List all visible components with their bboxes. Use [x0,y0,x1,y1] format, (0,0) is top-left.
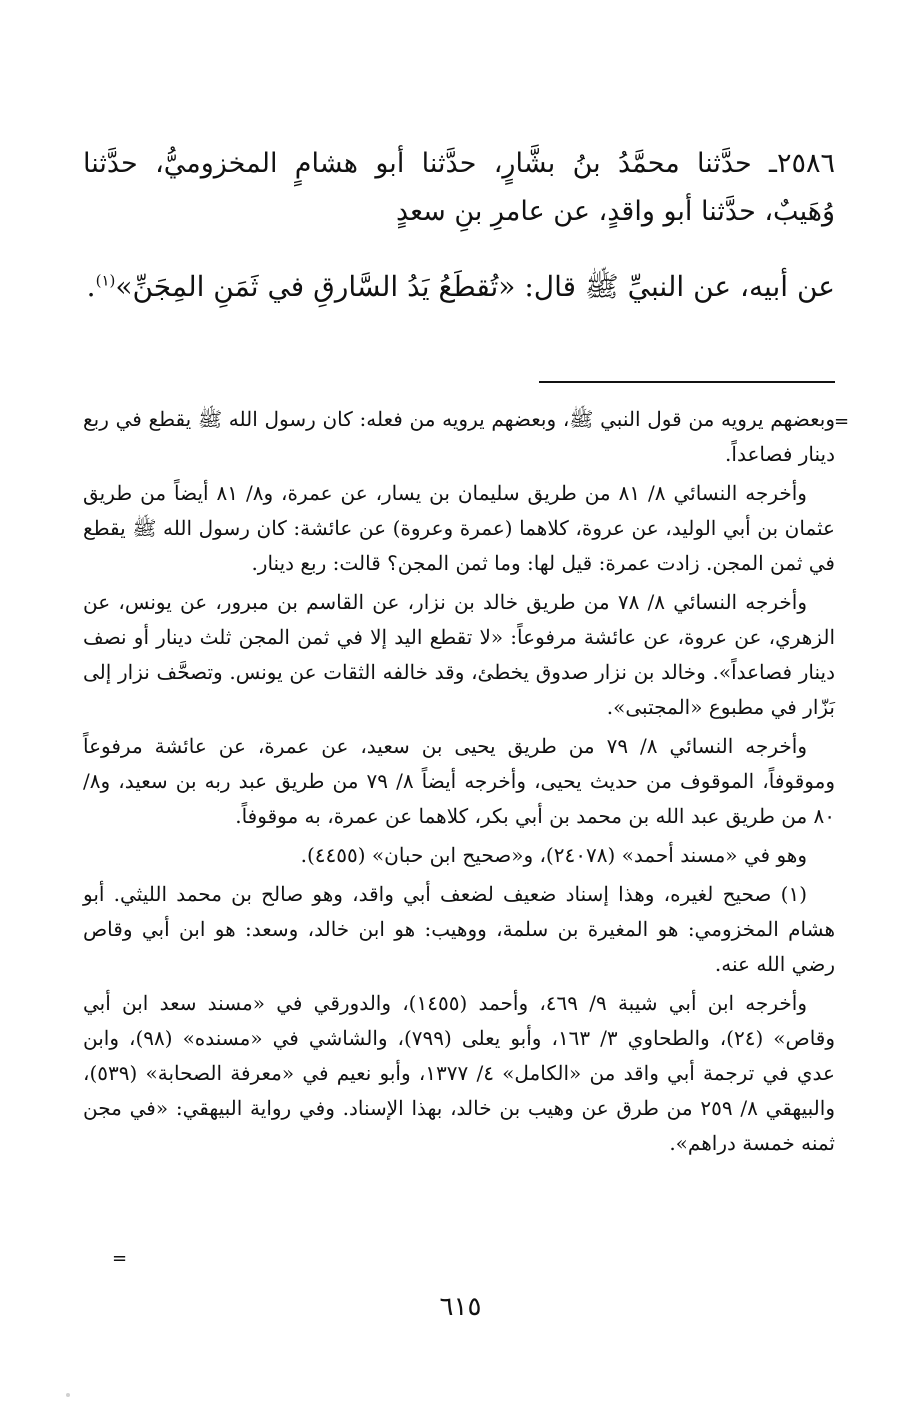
footnotes-section [83,402,835,1165]
footnote-paragraph: وبعضهم يرويه من قول النبي ﷺ، وبعضهم يرويه من فعله: كان رسول الله ﷺ يقطع في ربع دينار فصاعداً. [83,407,835,466]
footnote-reference[interactable]: (١) [95,271,116,290]
footnote-separator-line [539,381,835,383]
footnote-paragraph: وأخرجه النسائي ٨/ ٨١ من طريق سليمان بن يسار، عن عمرة، و٨/ ٨١ أيضاً من طريق عثمان بن أبي الوليد، عن عروة، كلاهما (عمرة وعروة) عن عائشة: كان رسول الله ﷺ يقطع في ثمن المجن. زادت عمرة: قيل لها: وما ثمن المجن؟ قالت: ربع دينار. [83,481,835,575]
hadith-matn [83,262,835,312]
continuation-mark-bottom: = [112,1248,128,1269]
hadith-matn-text: عن أبيه، عن النبيِّ ﷺ قال: «تُقطَعُ يَدُ السَّارقِ في ثَمَنِ المِجَنِّ» [115,270,835,303]
footnote-paragraph: وهو في «مسند أحمد» (٢٤٠٧٨)، و«صحيح ابن حبان» (٤٤٥٥). [300,843,807,867]
hadith-matn-end: . [86,270,96,303]
page-number: ٦١٥ [439,1292,482,1322]
footnote-paragraph: وأخرجه النسائي ٨/ ٧٨ من طريق خالد بن نزار، عن القاسم بن مبرور، عن يونس، عن الزهري، عن عروة، عن عائشة مرفوعاً: «لا تقطع اليد إلا في ثمن المجن ثلث دينار أو نصف دينار فصاعداً». وخالد بن نزار صدوق يخطئ، وقد خالفه الثقات عن يونس. وتصحَّف نزار إلى بَزّار في مطبوع «المجتبى». [83,590,835,719]
continuation-mark-top: = [834,411,850,432]
scan-speck [66,1393,70,1397]
footnote-1: (١) صحيح لغيره، وهذا إسناد ضعيف لضعف أبي واقد، وهو صالح بن محمد الليثي. أبو هشام المخزومي: هو المغيرة بن سلمة، ووهيب: هو ابن خالد، وسعد: هو ابن أبي وقاص رضي الله عنه. [83,882,835,976]
hadith-isnad [83,140,835,236]
footnote-paragraph: وأخرجه ابن أبي شيبة ٩/ ٤٦٩، وأحمد (١٤٥٥)، والدورقي في «مسند سعد ابن أبي وقاص» (٢٤)، والطحاوي ٣/ ١٦٣، وأبو يعلى (٧٩٩)، والشاشي في «مسنده» (٩٨)، وابن عدي في ترجمة أبي واقد من «الكامل» ٤/ ١٣٧٧، وأبو نعيم في «معرفة الصحابة» (٥٣٩)، والبيهقي ٨/ ٢٥٩ من طرق عن وهيب بن خالد، بهذا الإسناد. وفي رواية البيهقي: «في مجن ثمنه خمسة دراهم». [83,991,836,1155]
footnote-paragraph: وأخرجه النسائي ٨/ ٧٩ من طريق يحيى بن سعيد، عن عمرة، عن عائشة مرفوعاً وموقوفاً، الموقوف من حديث يحيى، وأخرجه أيضاً ٨/ ٧٩ من طريق عبد ربه بن سعيد، و٨/ ٨٠ من طريق عبد الله بن محمد بن أبي بكر، كلاهما عن عمرة، به موقوفاً. [83,734,835,828]
hadith-isnad-text: ٢٥٨٦ـ حدَّثنا محمَّدُ بنُ بشَّارٍ، حدَّثنا أبو هشامٍ المخزوميُّ، حدَّثنا وُهَيبٌ، حدَّثنا أبو واقدٍ، عن عامرِ بنِ سعدٍ [83,148,835,227]
